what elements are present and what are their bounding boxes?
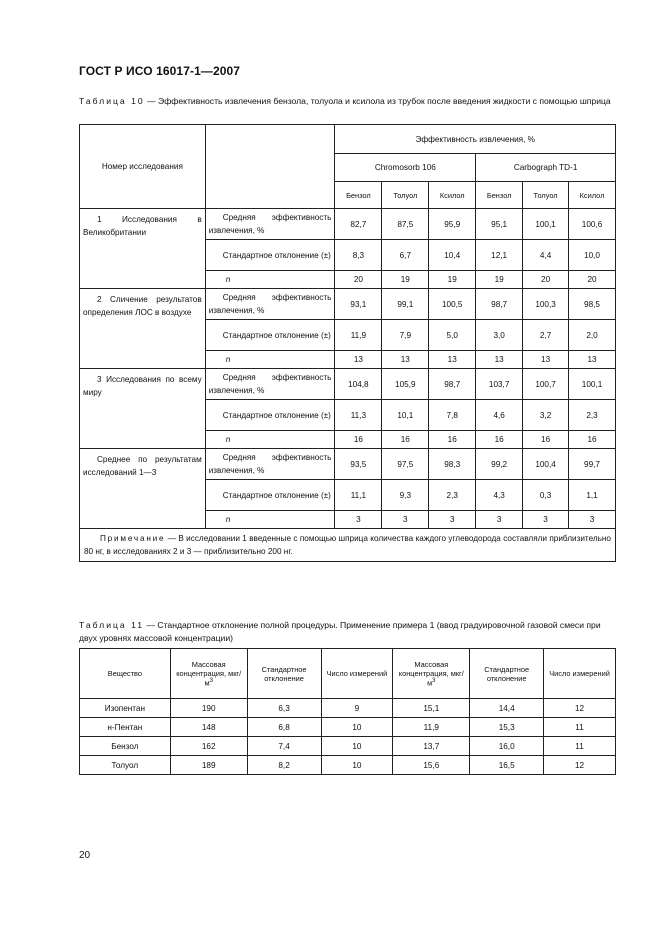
- value-cell: 103,7: [476, 369, 523, 400]
- substance-cell: Толуол: [80, 756, 171, 775]
- table-11: [79, 648, 616, 775]
- table-10: [79, 124, 616, 562]
- value-cell: 100,4: [523, 449, 569, 480]
- value-cell: 19: [476, 271, 523, 289]
- table-row: [80, 737, 616, 756]
- value-cell: 16: [382, 431, 429, 449]
- table-row: [80, 718, 616, 737]
- header-mass-concentration: Массовая концентрация, мкг/$м^3$: [393, 649, 470, 699]
- value-cell: 12,1: [476, 240, 523, 271]
- value-cell: 16: [335, 431, 382, 449]
- value-cell: 11: [544, 718, 616, 737]
- table-row: [80, 289, 616, 320]
- metric-label-cell: Средняя эффективность извлечения, %: [205, 209, 335, 240]
- value-cell: 7,9: [382, 320, 429, 351]
- table-row: [80, 369, 616, 400]
- header-benzene: Бензол: [335, 182, 382, 209]
- value-cell: 3,0: [476, 320, 523, 351]
- header-std-deviation: Стандартное отклонение: [247, 649, 321, 699]
- value-cell: 100,7: [523, 369, 569, 400]
- note-text: — В исследовании 1 введенные с помощью шприца количества каждого углеводорода составляли приблизительно 80 нг, в исследованиях 2 и 3 — приблизительно 200 нг.: [84, 534, 611, 556]
- value-cell: 6,3: [247, 699, 321, 718]
- header-chromosorb: Chromosorb 106: [335, 154, 476, 182]
- value-cell: 6,7: [382, 240, 429, 271]
- value-cell: 98,7: [429, 369, 476, 400]
- value-cell: 7,8: [429, 400, 476, 431]
- value-cell: 100,5: [429, 289, 476, 320]
- header-xylene: Ксилол: [429, 182, 476, 209]
- study-name-cell: 2 Сличение результатов определения ЛОС в воздухе: [80, 289, 206, 369]
- header-carbograph: Carbograph TD-1: [476, 154, 616, 182]
- value-cell: 8,2: [247, 756, 321, 775]
- value-cell: 13: [476, 351, 523, 369]
- metric-label-cell: Средняя эффективность извлечения, %: [205, 449, 335, 480]
- note-label: Примечание: [100, 534, 166, 543]
- value-cell: 99,2: [476, 449, 523, 480]
- table-11-caption: [79, 619, 617, 645]
- metric-label-cell: Стандартное отклонение (±): [205, 240, 335, 271]
- table-row: [80, 756, 616, 775]
- value-cell: 3: [476, 511, 523, 529]
- value-cell: 98,7: [476, 289, 523, 320]
- value-cell: 10,1: [382, 400, 429, 431]
- value-cell: 1,1: [569, 480, 616, 511]
- value-cell: 20: [569, 271, 616, 289]
- value-cell: 10: [321, 737, 393, 756]
- value-cell: 13: [382, 351, 429, 369]
- value-cell: 15,3: [470, 718, 544, 737]
- value-cell: 189: [170, 756, 247, 775]
- substance-cell: Изопентан: [80, 699, 171, 718]
- header-toluene: Толуол: [382, 182, 429, 209]
- value-cell: 13: [569, 351, 616, 369]
- value-cell: 148: [170, 718, 247, 737]
- metric-label-cell: Стандартное отклонение (±): [205, 400, 335, 431]
- value-cell: 11,9: [335, 320, 382, 351]
- value-cell: 16: [429, 431, 476, 449]
- value-cell: 95,9: [429, 209, 476, 240]
- table-10-caption-text: — Эффективность извлечения бензола, толуола и ксилола из трубок после введения жидкости с помощью шприца: [144, 96, 611, 106]
- header-num-measurements: Число измерений: [321, 649, 393, 699]
- value-cell: 3: [429, 511, 476, 529]
- value-cell: 20: [335, 271, 382, 289]
- value-cell: 10: [321, 756, 393, 775]
- value-cell: 20: [523, 271, 569, 289]
- value-cell: 87,5: [382, 209, 429, 240]
- value-cell: 12: [544, 699, 616, 718]
- value-cell: 93,5: [335, 449, 382, 480]
- value-cell: 4,3: [476, 480, 523, 511]
- header-mass-concentration: Массовая концентрация, мкг/$м^3$: [170, 649, 247, 699]
- value-cell: 11,9: [393, 718, 470, 737]
- value-cell: 16: [476, 431, 523, 449]
- substance-cell: н-Пентан: [80, 718, 171, 737]
- value-cell: 16,0: [470, 737, 544, 756]
- value-cell: 16: [569, 431, 616, 449]
- value-cell: 3: [382, 511, 429, 529]
- metric-label-cell: Стандартное отклонение (±): [205, 480, 335, 511]
- value-cell: 10,4: [429, 240, 476, 271]
- value-cell: 99,1: [382, 289, 429, 320]
- metric-label-cell: n: [205, 511, 335, 529]
- header-std-deviation: Стандартное отклонение: [470, 649, 544, 699]
- value-cell: 16,5: [470, 756, 544, 775]
- study-name-cell: Среднее по результатам исследований 1—3: [80, 449, 206, 529]
- value-cell: 4,4: [523, 240, 569, 271]
- value-cell: 0,3: [523, 480, 569, 511]
- value-cell: 2,7: [523, 320, 569, 351]
- value-cell: 6,8: [247, 718, 321, 737]
- header-study-number: Номер исследования: [80, 125, 206, 209]
- value-cell: 4,6: [476, 400, 523, 431]
- value-cell: 99,7: [569, 449, 616, 480]
- value-cell: 19: [382, 271, 429, 289]
- header-num-measurements: Число измерений: [544, 649, 616, 699]
- header-blank: [205, 125, 335, 209]
- value-cell: 2,3: [429, 480, 476, 511]
- value-cell: 98,5: [569, 289, 616, 320]
- header-xylene: Ксилол: [569, 182, 616, 209]
- value-cell: 105,9: [382, 369, 429, 400]
- value-cell: 2,3: [569, 400, 616, 431]
- value-cell: 10: [321, 718, 393, 737]
- value-cell: 5,0: [429, 320, 476, 351]
- value-cell: 15,6: [393, 756, 470, 775]
- metric-label-cell: n: [205, 271, 335, 289]
- table-row: [80, 699, 616, 718]
- header-benzene: Бензол: [476, 182, 523, 209]
- header-substance: Вещество: [80, 649, 171, 699]
- value-cell: 98,3: [429, 449, 476, 480]
- value-cell: 82,7: [335, 209, 382, 240]
- value-cell: 10,0: [569, 240, 616, 271]
- value-cell: 9: [321, 699, 393, 718]
- value-cell: 3: [569, 511, 616, 529]
- value-cell: 100,3: [523, 289, 569, 320]
- header-extraction-efficiency: Эффективность извлечения, %: [335, 125, 616, 154]
- substance-cell: Бензол: [80, 737, 171, 756]
- table-11-caption-text: — Стандартное отклонение полной процедуры. Применение примера 1 (ввод градуировочной газовой смеси при двух уровнях массовой концентрации): [79, 620, 601, 643]
- value-cell: 9,3: [382, 480, 429, 511]
- value-cell: 16: [523, 431, 569, 449]
- value-cell: 7,4: [247, 737, 321, 756]
- metric-label-cell: Средняя эффективность извлечения, %: [205, 289, 335, 320]
- header-toluene: Толуол: [523, 182, 569, 209]
- table-row: [80, 209, 616, 240]
- value-cell: 8,3: [335, 240, 382, 271]
- metric-label-cell: Стандартное отклонение (±): [205, 320, 335, 351]
- page-number: 20: [79, 850, 91, 861]
- value-cell: 19: [429, 271, 476, 289]
- study-name-cell: 3 Исследования по всему миру: [80, 369, 206, 449]
- value-cell: 2,0: [569, 320, 616, 351]
- metric-label-cell: Средняя эффективность извлечения, %: [205, 369, 335, 400]
- value-cell: 104,8: [335, 369, 382, 400]
- table-10-note: [80, 529, 616, 562]
- value-cell: 15,1: [393, 699, 470, 718]
- value-cell: 93,1: [335, 289, 382, 320]
- metric-label-cell: n: [205, 431, 335, 449]
- value-cell: 12: [544, 756, 616, 775]
- value-cell: 97,5: [382, 449, 429, 480]
- document-title: ГОСТ Р ИСО 16017-1—2007: [79, 64, 241, 78]
- value-cell: 100,6: [569, 209, 616, 240]
- value-cell: 162: [170, 737, 247, 756]
- value-cell: 13: [335, 351, 382, 369]
- table-row: [80, 449, 616, 480]
- value-cell: 13,7: [393, 737, 470, 756]
- value-cell: 3: [523, 511, 569, 529]
- value-cell: 11: [544, 737, 616, 756]
- value-cell: 13: [523, 351, 569, 369]
- value-cell: 190: [170, 699, 247, 718]
- table-10-caption: [79, 95, 617, 108]
- value-cell: 100,1: [523, 209, 569, 240]
- value-cell: 3,2: [523, 400, 569, 431]
- value-cell: 11,1: [335, 480, 382, 511]
- value-cell: 100,1: [569, 369, 616, 400]
- value-cell: 13: [429, 351, 476, 369]
- study-name-cell: 1 Исследования в Великобритании: [80, 209, 206, 289]
- table-11-caption-label: Таблица 11: [79, 620, 145, 630]
- table-11-body: [80, 699, 616, 775]
- value-cell: 11,3: [335, 400, 382, 431]
- metric-label-cell: n: [205, 351, 335, 369]
- value-cell: 95,1: [476, 209, 523, 240]
- value-cell: 3: [335, 511, 382, 529]
- value-cell: 14,4: [470, 699, 544, 718]
- table-10-caption-label: Таблица 10: [79, 96, 145, 106]
- table-10-body: [80, 209, 616, 529]
